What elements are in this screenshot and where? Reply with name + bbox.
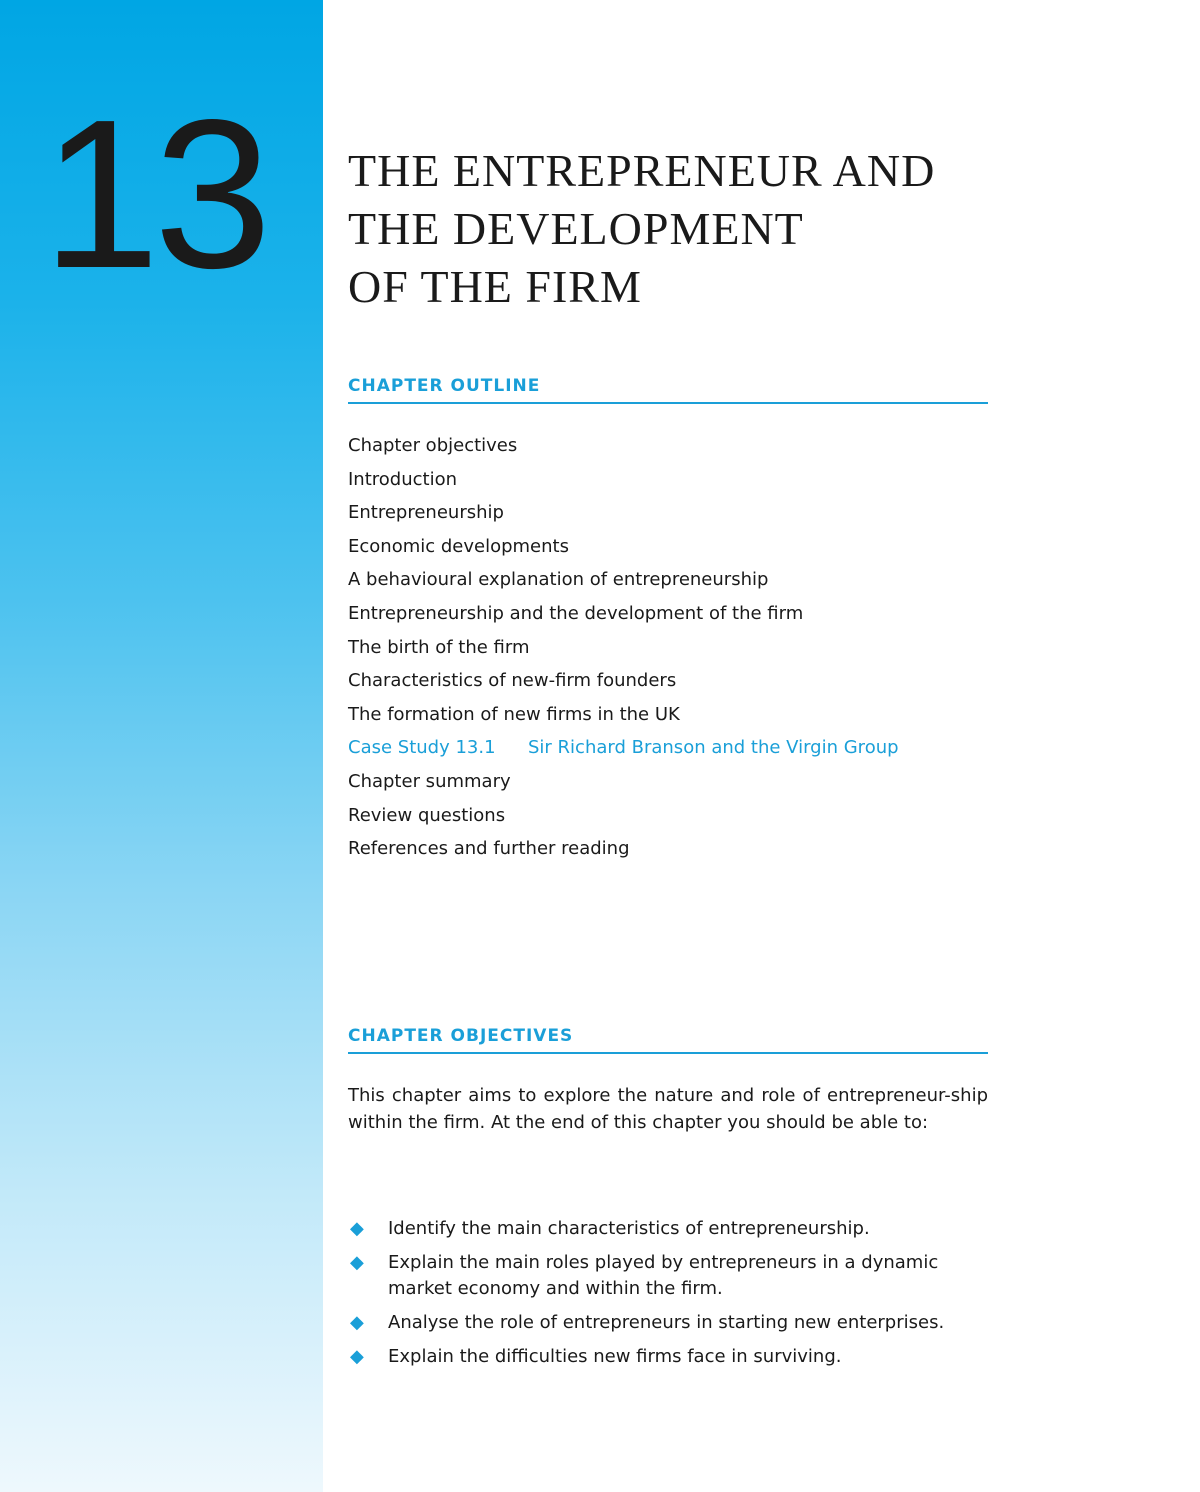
chapter-title: [348, 142, 1008, 316]
objective-item: [348, 1216, 988, 1242]
objective-item: [348, 1250, 988, 1302]
outline-item: Characteristics of new-firm founders: [348, 670, 677, 692]
outline-item: References and further reading: [348, 838, 630, 860]
outline-item: Economic developments: [348, 535, 569, 557]
diamond-bullet-icon: ◆: [350, 1252, 364, 1273]
diamond-bullet-icon: ◆: [350, 1218, 364, 1239]
objective-text: Identify the main characteristics of entrepreneurship.: [388, 1218, 870, 1239]
outline-item: A behavioural explanation of entrepreneurship: [348, 569, 769, 591]
objectives-intro-paragraph: This chapter aims to explore the nature and role of entrepreneur-ship within the firm. At the end of this chapter you should be able to:: [348, 1085, 988, 1133]
outline-item: Chapter summary: [348, 770, 511, 792]
outline-item: The formation of new firms in the UK: [348, 703, 680, 725]
outline-item: Introduction: [348, 468, 458, 490]
outline-item: Review questions: [348, 804, 506, 826]
objective-item: [348, 1310, 988, 1336]
chapter-title-line: OF THE FIRM: [348, 261, 642, 312]
objective-text: Explain the difficulties new firms face in surviving.: [388, 1346, 842, 1367]
chapter-outline-list: [348, 432, 899, 869]
case-study-title: Sir Richard Branson and the Virgin Group: [528, 737, 899, 759]
outline-item: Entrepreneurship and the development of the firm: [348, 602, 804, 624]
outline-item: The birth of the firm: [348, 636, 530, 658]
objectives-bullet-list: [348, 1216, 988, 1378]
chapter-objectives-heading: CHAPTER OBJECTIVES: [348, 1026, 988, 1054]
chapter-title-line: THE ENTREPRENEUR AND: [348, 145, 936, 196]
outline-item: Entrepreneurship: [348, 502, 504, 524]
chapter-title-line: THE DEVELOPMENT: [348, 203, 804, 254]
chapter-number: 13: [42, 75, 266, 312]
diamond-bullet-icon: ◆: [350, 1346, 364, 1367]
chapter-outline-heading: CHAPTER OUTLINE: [348, 376, 988, 404]
objective-item: [348, 1344, 988, 1370]
objective-text: Explain the main roles played by entrepreneurs in a dynamic market economy and within the firm.: [388, 1252, 939, 1299]
outline-item: Chapter objectives: [348, 435, 518, 456]
diamond-bullet-icon: ◆: [350, 1312, 364, 1333]
objective-text: Analyse the role of entrepreneurs in starting new enterprises.: [388, 1312, 945, 1333]
case-study-number: Case Study 13.1: [348, 737, 496, 759]
outline-case-study-item: [348, 734, 899, 768]
